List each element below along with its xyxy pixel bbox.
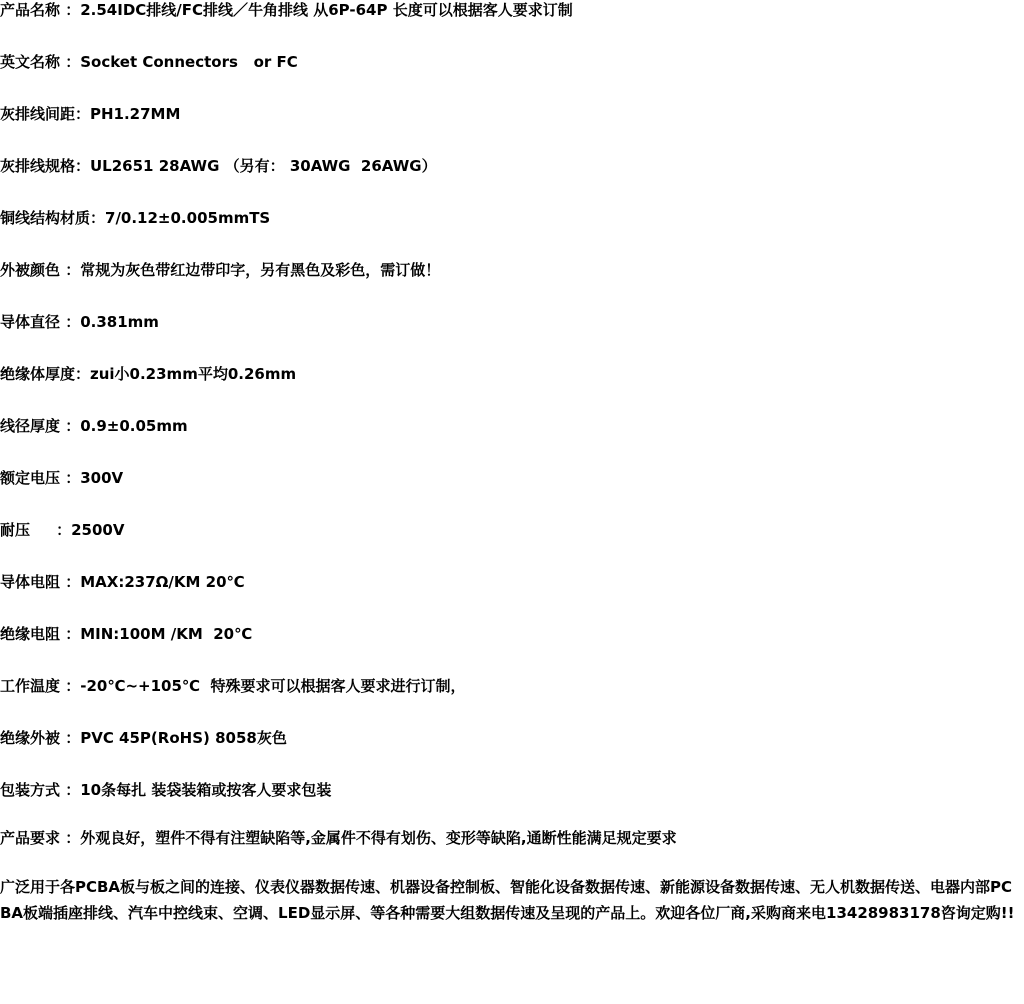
spec-english-name: 英文名称 ：Socket Connectors or FC xyxy=(0,53,298,71)
spec-packaging: 包装方式 ：10条每扎 装袋装箱或按客人要求包装 xyxy=(0,781,332,799)
spec-rated-voltage: 额定电压 ：300V xyxy=(0,469,124,487)
spec-insulation-jacket: 绝缘外被 ：PVC 45P(RoHS) 8058灰色 xyxy=(0,729,287,747)
spec-jacket-color: 外被颜色 ：常规为灰色带红边带印字，另有黑色及彩色，需订做！ xyxy=(0,261,441,279)
spec-insulation-resistance: 绝缘电阻 ：MIN:100M /KM 20℃ xyxy=(0,625,253,643)
spec-conductor-resistance: 导体电阻 ：MAX:237Ω/KM 20℃ xyxy=(0,573,245,591)
spec-pitch: 灰排线间距：PH1.27MM xyxy=(0,105,181,123)
application-paragraph: 广泛用于各PCBA板与板之间的连接、仪表仪器数据传速、机器设备控制板、智能化设备数据传速、新能源设备数据传速、无人机数据传送、电器内部PCBA板端插座排线、汽车中控线束、空调、LED显示屏、等各种需要大组数据传速及呈现的产品上。欢迎各位厂商,采购商来电13428983178咨询定购!! xyxy=(0,878,1015,922)
spec-product-requirements: 产品要求 ：外观良好，塑件不得有注塑缺陷等,金属件不得有划伤、变形等缺陷,通断性能满足规定要求 xyxy=(0,829,677,847)
spec-withstand-voltage: 耐压 ：2500V xyxy=(0,521,125,539)
spec-working-temperature: 工作温度 ：-20℃~+105℃ 特殊要求可以根据客人要求进行订制， xyxy=(0,677,466,695)
spec-product-name: 产品名称 ：2.54IDC排线/FC排线／牛角排线 从6P-64P 长度可以根据客人要求订制 xyxy=(0,1,573,19)
spec-copper-structure: 铜线结构材质：7/0.12±0.005mmTS xyxy=(0,209,271,227)
spec-cable-standard: 灰排线规格：UL2651 28AWG （另有： 30AWG 26AWG） xyxy=(0,157,437,175)
spec-insulation-thickness: 绝缘体厚度：zui小0.23mm平均0.26mm xyxy=(0,365,297,383)
spec-conductor-diameter: 导体直径 ：0.381mm xyxy=(0,313,159,331)
spec-wire-thickness: 线径厚度 ：0.9±0.05mm xyxy=(0,417,188,435)
